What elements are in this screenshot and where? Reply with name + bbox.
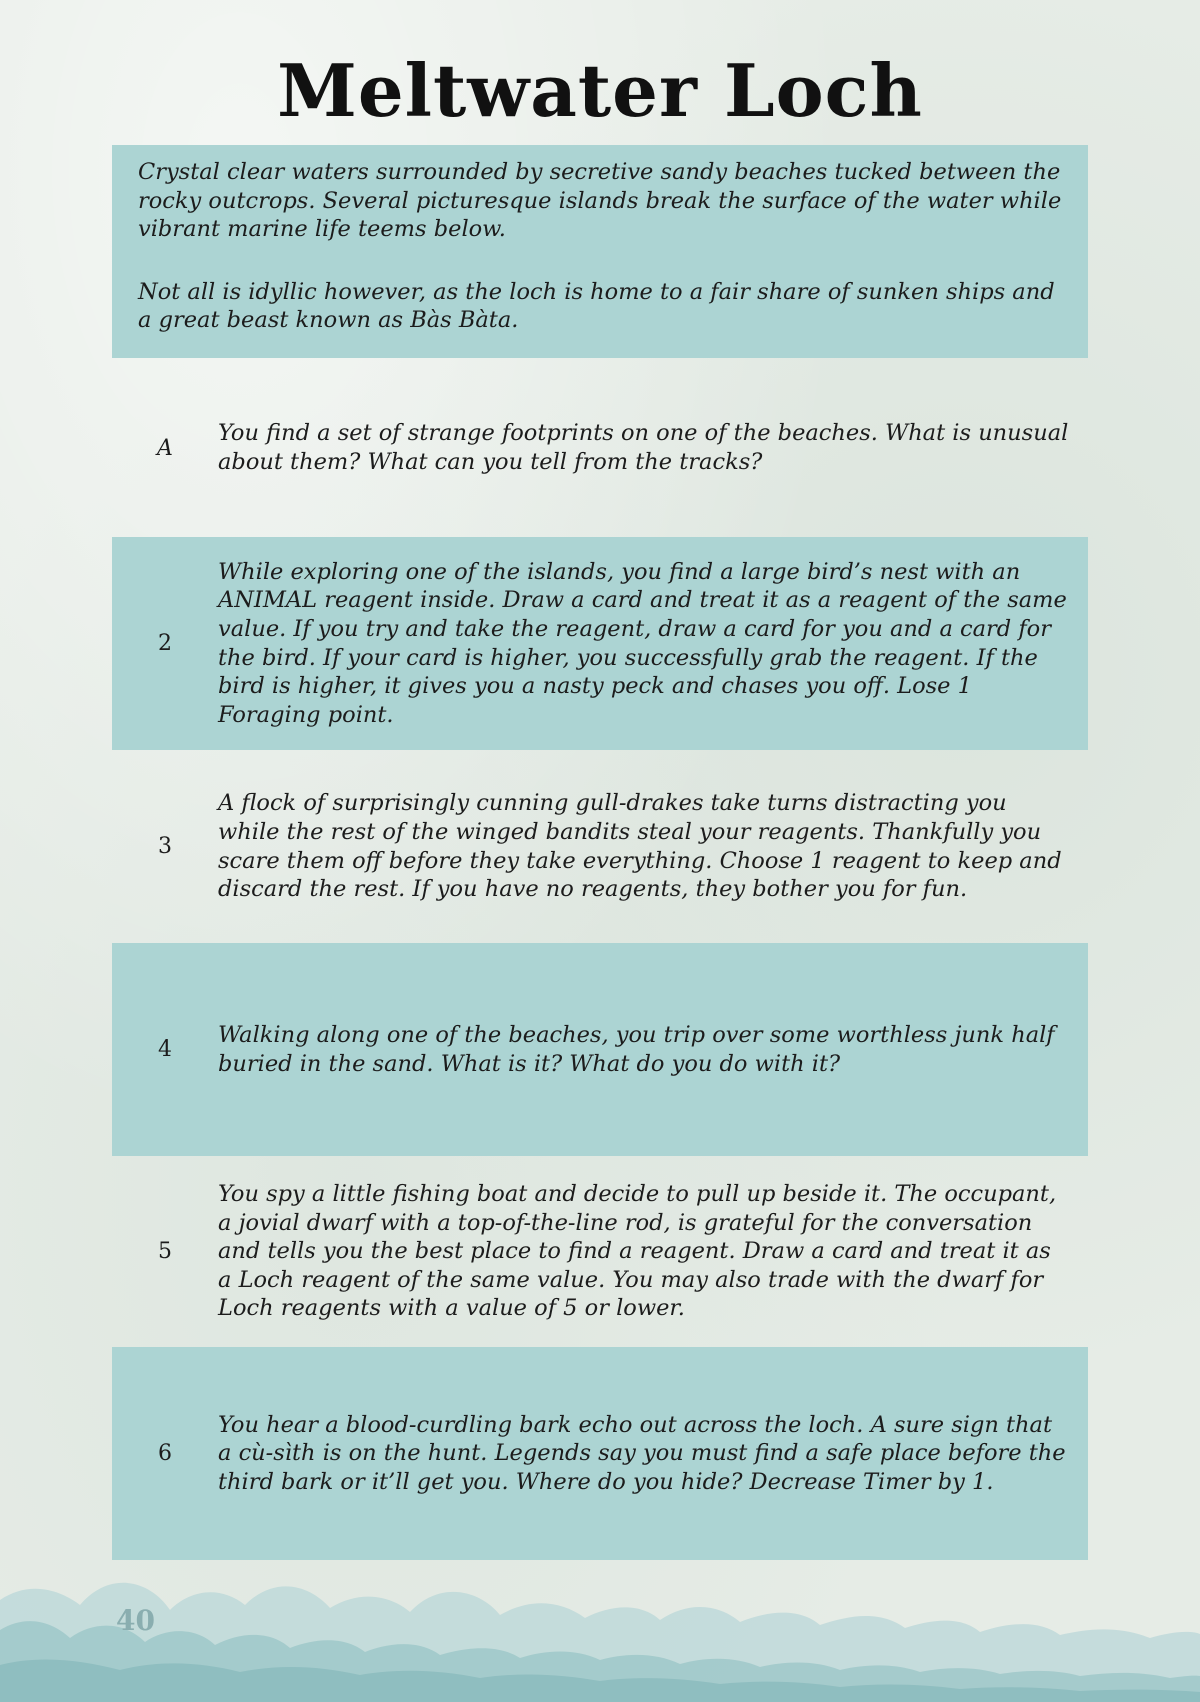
entry-label: 2 [158, 631, 172, 656]
intro-paragraph-1: Crystal clear waters surrounded by secretive sandy beaches tucked between the rocky outcrops. Several picturesque islands break the surface of the water while vibrant marine life teems below. [138, 159, 1062, 243]
entry-label: 6 [158, 1441, 172, 1466]
entry-text: You hear a blood-curdling bark echo out across the loch. A sure sign that a cù-sìth is on the hunt. Legends say you must find a safe place before the third bark or it’ll get you. Where do you hide? Decrease Timer by 1. [218, 1411, 1066, 1495]
intro-paragraph-2: Not all is idyllic however, as the loch is home to a fair share of sunken ships and a great beast known as Bàs Bàta. [138, 278, 1055, 334]
entry-text: You spy a little fishing boat and decide to pull up beside it. The occupant, a jovial dwarf with a top-of-the-line rod, is grateful for the conversation and tells you the best place to find a reagent. Draw a card and treat it as a Loch reagent of the same value. You may also trade with the dwarf for Loch reagents with a value of 5 or lower. [218, 1181, 1057, 1322]
page-number: 40 [116, 1604, 155, 1637]
entry-text: A flock of surprisingly cunning gull-drakes take turns distracting you while the rest of the winged bandits steal your reagents. Thankfully you scare them off before they take everything. Choose 1 reagent to keep and discard the rest. If you have no reagents, they bother you for fun. [218, 790, 1062, 903]
watercolor-water-decoration [0, 1560, 1200, 1702]
entry-row-a [112, 359, 1088, 537]
entry-row-4 [112, 943, 1088, 1156]
entry-text: Walking along one of the beaches, you trip over some worthless junk half buried in the sand. What is it? What do you do with it? [218, 1021, 1055, 1077]
entry-label: 3 [158, 834, 172, 859]
entry-row-3 [112, 750, 1088, 943]
entry-row-2 [112, 537, 1088, 750]
intro-box [112, 145, 1088, 358]
entry-text: While exploring one of the islands, you find a large bird’s nest with an ANIMAL reagent inside. Draw a card and treat it as a reagent of the same value. If you try and take the reagent, draw a card for you and a card for the bird. If your card is higher, you successfully grab the reagent. If the bird is higher, it gives you a nasty peck and chases you off. Lose 1 Foraging point. [218, 558, 1067, 728]
entry-row-6 [112, 1347, 1088, 1560]
entry-label: 5 [158, 1239, 172, 1264]
page-title: Meltwater Loch [277, 48, 923, 133]
entry-text: You find a set of strange footprints on one of the beaches. What is unusual about them? What can you tell from the tracks? [218, 420, 1069, 475]
entry-label: 4 [158, 1037, 172, 1062]
entry-row-5 [112, 1156, 1088, 1347]
entry-label: A [157, 435, 173, 461]
